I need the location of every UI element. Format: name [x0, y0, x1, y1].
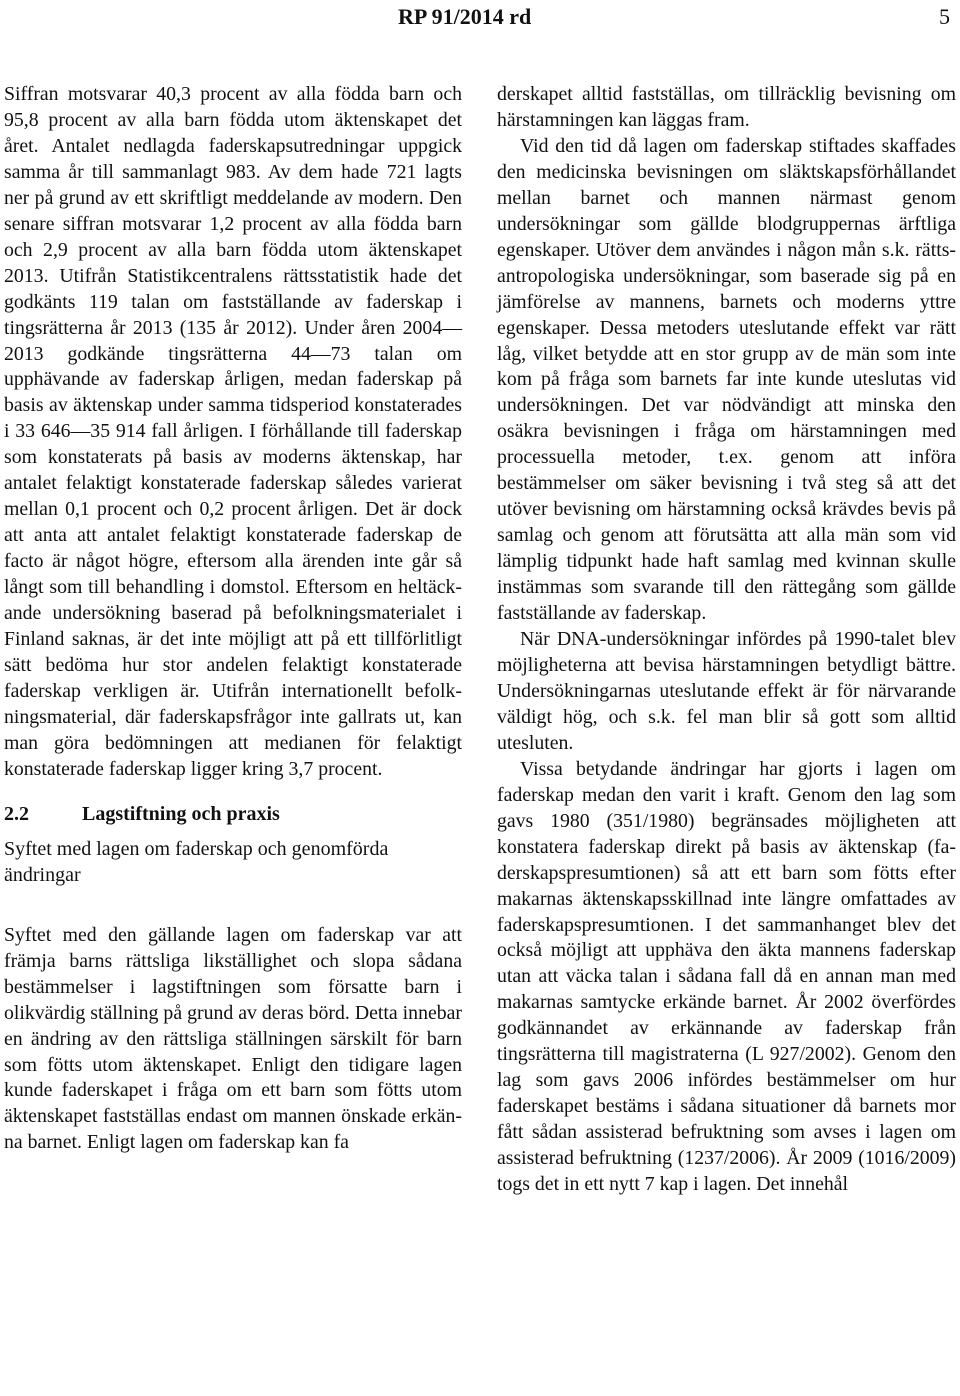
- body-paragraph: Syftet med den gällande lagen om faderskap var att främja barns rättsliga likställighet och slopa sådana bestämmelser i lagstiftningen som försatte barn i olikvärdig ställning på grund av deras börd. Detta innebar en ändring av den rättsliga ställningen särskilt för barn som fötts utom äktenskapet. Enligt den tidigare lagen kunde faderskapet i fråga om ett barn som fötts utom äktenskapet fastställas endast om mannen önskade erkänna barnet. Enligt lagen om faderskap kan fa: [4, 923, 462, 1154]
- page-header: [0, 0, 960, 40]
- left-column: [4, 82, 462, 1156]
- subheading: Syftet med lagen om faderskap och genomförda ändringar: [4, 837, 389, 886]
- body-paragraph: Vid den tid då lagen om faderskap stiftades skaffades den medicinska bevisningen om släktskapsförhållandet mellan barnet och mannen närmast genom undersökningar som gällde blodgruppernas ärftliga egenskaper. Utöver dem användes i någon mån s.k. rättsantropologiska undersökningar, som baserade sig på en jämförelse av mannens, barnets och moderns yttre egenskaper. Dessa metoders uteslutande effekt var rätt låg, vilket betydde att en stor grupp av de män som inte kom på fråga som barnets far inte kunde uteslutas vid undersökningen. Det var nödvändigt att minska den osäkra bevisningen i fråga om härstamningen med processuella metoder, t.ex. genom att införa bestämmelser om säker bevisning i två steg så att det utöver bevisning om härstamning också krävdes bevis på samlag och genom att förutsätta att alla män som vid lämplig tidpunkt hade haft samlag med kvinnan skulle instämmas som svarande till den rättegång som gällde fastställande av faderskap.: [497, 134, 956, 625]
- right-column: [497, 82, 956, 1198]
- section-number: 2.2: [4, 802, 29, 825]
- page-number: 5: [939, 4, 950, 29]
- body-paragraph: derskapet alltid fastställas, om tillräcklig bevisning om härstamningen kan läggas fram.: [497, 83, 956, 131]
- body-paragraph: Siffran motsvarar 40,3 procent av alla födda barn och 95,8 procent av alla barn födda utom äktenskapet det året. Antalet nedlagda faderskapsutredningar uppgick samma år till sammanlagt 983. Av dem hade 721 lagts ner på grund av ett skriftligt meddelande av modern. Den senare siffran motsvarar 1,2 procent av alla födda barn och 2,9 procent av alla barn födda utom äktenskapet 2013. Utifrån Statistikcentralens rättsstatistik hade det godkänts 119 talan om fastställande av faderskap i tingsrätterna år 2013 (135 år 2012). Under åren 2004—2013 godkände tingsrätterna 44—73 talan om upphävande av faderskap årligen, medan faderskap på basis av äktenskap under samma tidsperiod konstaterades i 33 646—35 914 fall årligen. I förhållande till faderskap som konstaterats på basis av moderns äktenskap, har antalet felaktigt konstaterade faderskap således varierat mellan 0,1 procent och 0,2 procent årligen. Det är dock att anta att antalet felaktigt konstaterade faderskap de facto är något högre, eftersom alla ärenden inte går så långt som till behandling i domstol. Eftersom en heltäckande undersökning baserad på befolkningsmaterialet i Finland saknas, är det inte möjligt att på ett tillförlitligt sätt bedöma hur stor andelen felaktigt konstaterade faderskap verkligen är. Utifrån internationellt befolkningsmaterial, där faderskapsfrågor inte gallrats ut, kan man göra bedömningen att medianen för felaktigt konstaterade faderskap ligger kring 3,7 procent.: [4, 83, 462, 780]
- body-paragraph: Vissa betydande ändringar har gjorts i lagen om faderskap medan den varit i kraft. Genom den lag som gavs 1980 (351/1980) begränsades möjligheten att konstatera faderskap direkt på basis av äktenskap (faderskapspresumtionen) så att ett barn som fötts efter makarnas äktenskapsskillnad inte längre omfattades av faderskapspresumtionen. I det sammanhanget blev det också möjligt att upphäva den äkta mannens faderskap utan att väcka talan i sådana fall då en annan man med makarnas samtycke erkände barnet. År 2002 överfördes godkännandet av erkännande av faderskap från tingsrätterna till magistraterna (L 927/2002). Genom den lag som gavs 2006 infördes bestämmelser om hur faderskapet bestäms i sådana situationer då barnets mor fått sådan assisterad befruktning som avses i lagen om assisterad befruktning (1237/2006). År 2009 (1016/2009) togs det in ett nytt 7 kap i lagen. Det innehål: [497, 757, 956, 1196]
- section-heading: [4, 800, 462, 828]
- document-id: RP 91/2014 rd: [398, 4, 532, 29]
- section-title: Lagstiftning och praxis: [82, 802, 280, 825]
- body-paragraph: När DNA-undersökningar infördes på 1990-talet blev möjligheterna att bevisa härstamningen betydligt bättre. Undersökningarnas uteslutande effekt är för närvarande väldigt hög, och s.k. fel man blir så gott som alltid utesluten.: [497, 628, 956, 754]
